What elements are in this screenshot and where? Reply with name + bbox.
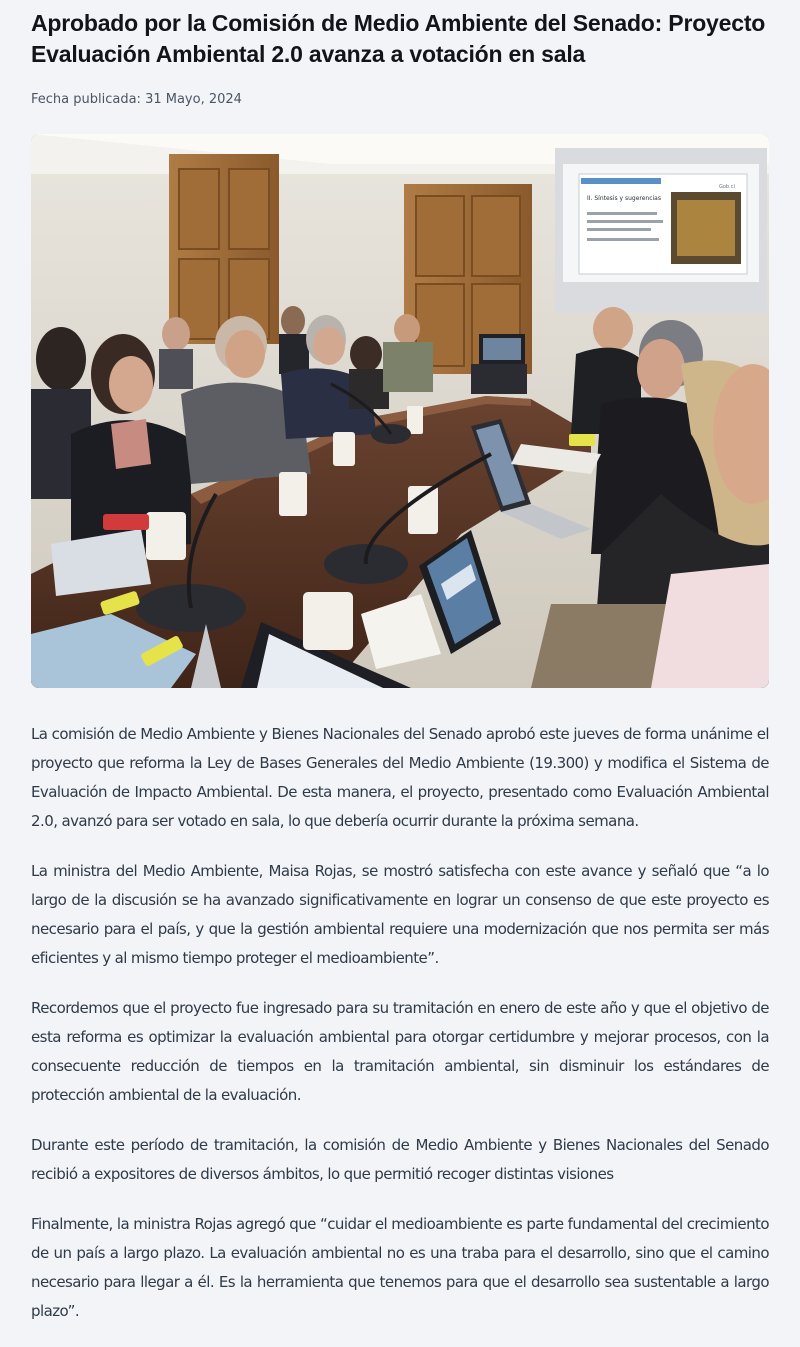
paragraph: La ministra del Medio Ambiente, Maisa Rojas, se mostró satisfecha con este avance y señaló que “a lo largo de la discusión se ha avanzado significativamente en lograr un consenso de que este proyecto es necesario para el país, y que la gestión ambiental requiere una modernización que nos permita ser más eficientes y al mismo tiempo proteger el medioambiente”. (31, 862, 769, 967)
publish-date-value: 31 Mayo, 2024 (145, 92, 242, 107)
publish-date-label: Fecha publicada: (31, 92, 141, 107)
article-body (31, 720, 769, 1347)
article-title: Aprobado por la Comisión de Medio Ambiente del Senado: Proyecto Evaluación Ambiental 2.0 avanza a votación en sala (31, 10, 766, 67)
publish-date (31, 92, 242, 107)
paragraph: Recordemos que el proyecto fue ingresado para su tramitación en enero de este año y que el objetivo de esta reforma es optimizar la evaluación ambiental para otorgar certidumbre y mejorar procesos, con la consecuente reducción de tiempos en la tramitación ambiental, sin disminuir los estándares de protección ambiental de la evaluación. (31, 999, 769, 1104)
paragraph: Finalmente, la ministra Rojas agregó que “cuidar el medioambiente es parte fundamental del crecimiento de un país a largo plazo. La evaluación ambiental no es una traba para el desarrollo, sino que el camino necesario para llegar a él. Es la herramienta que tenemos para que el desarrollo sea sustentable a largo plazo”. (31, 1215, 769, 1320)
meeting-room-illustration (31, 134, 769, 688)
article-photo (31, 134, 769, 688)
slide-brand: Gob.cl (719, 184, 735, 190)
paragraph: La comisión de Medio Ambiente y Bienes Nacionales del Senado aprobó este jueves de forma unánime el proyecto que reforma la Ley de Bases Generales del Medio Ambiente (19.300) y modifica el Sistema de Evaluación de Impacto Ambiental. De esta manera, el proyecto, presentado como Evaluación Ambiental 2.0, avanzó para ser votado en sala, lo que debería ocurrir durante la próxima semana. (31, 725, 769, 830)
paragraph: Durante este período de tramitación, la comisión de Medio Ambiente y Bienes Nacionales del Senado recibió a expositores de diversos ámbitos, lo que permitió recoger distintas visiones (31, 1136, 769, 1183)
slide-heading: II. Síntesis y sugerencias (587, 195, 661, 202)
